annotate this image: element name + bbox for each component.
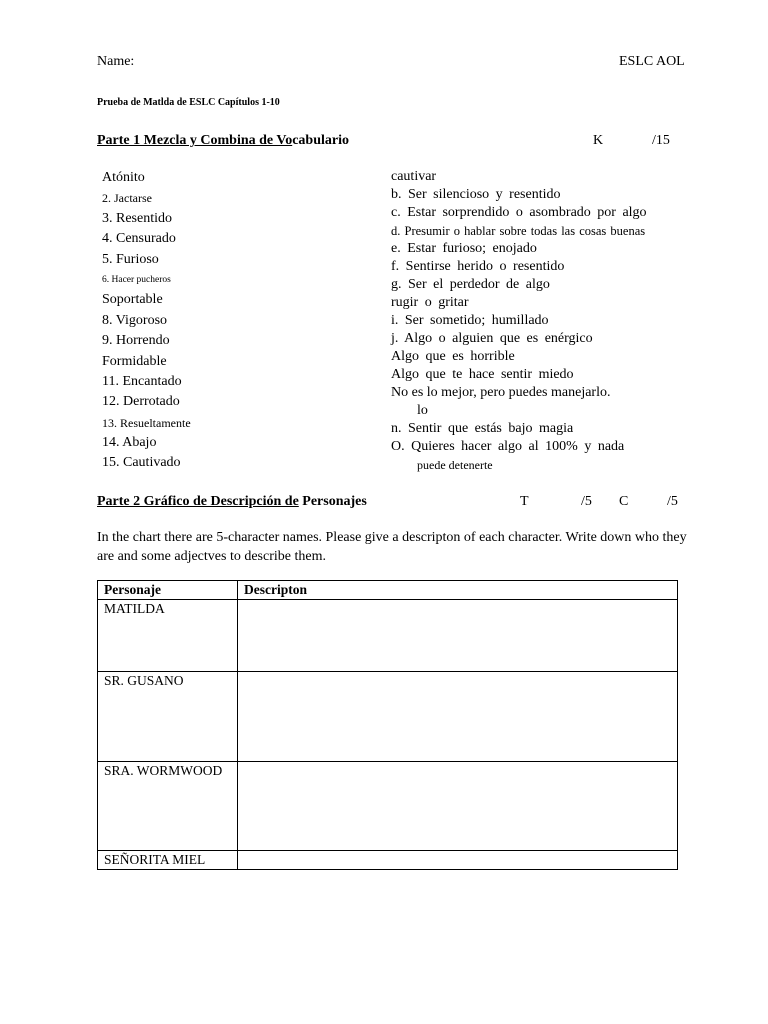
vocab-definition: e. Estar furioso; enojado <box>391 241 537 256</box>
character-description-table <box>97 580 678 870</box>
vocab-word: 11. Encantado <box>102 373 182 389</box>
vocab-word: Atónito <box>102 170 145 185</box>
vocab-definition: f. Sentirse herido o resentido <box>391 259 565 274</box>
table-row <box>98 672 678 762</box>
vocab-word: 8. Vigoroso <box>102 312 168 328</box>
school-code: ESLC AOL <box>619 54 685 69</box>
character-name: MATILDA <box>98 600 238 672</box>
description-cell[interactable] <box>238 600 678 672</box>
character-name: SRA. WORMWOOD <box>98 762 238 851</box>
description-cell[interactable] <box>238 762 678 851</box>
vocab-definition: puede detenerte <box>417 458 493 472</box>
part1-title <box>97 133 349 149</box>
part2-title-rest: Personajes <box>302 494 367 509</box>
vocab-definition: lo <box>417 403 428 418</box>
vocab-word: 12. Derrotado <box>102 394 180 410</box>
vocab-definition: d. Presumir o hablar sobre todas las cosas buenas <box>391 224 646 238</box>
part2-instructions: In the chart there are 5-character names. Please give a descripton of each character. Write down who they are and some adjectves to describe them. <box>97 530 687 564</box>
header-personaje: Personaje <box>98 581 238 600</box>
table-row <box>98 762 678 851</box>
vocab-word: 9. Horrendo <box>102 333 170 349</box>
vocab-definition: Algo que es horrible <box>391 349 515 364</box>
part2-t-label: T <box>520 494 529 509</box>
table-row <box>98 851 678 870</box>
part1-score-letter: K <box>593 133 604 148</box>
part1-title-rest: cabulario <box>292 133 349 148</box>
part2-t-score: /5 <box>581 494 592 509</box>
vocab-definition: g. Ser el perdedor de algo <box>391 277 550 292</box>
part2-title-underlined: Parte 2 Gráfico de Descripción de <box>97 494 299 509</box>
vocab-definition: n. Sentir que estás bajo magia <box>391 421 574 436</box>
vocab-word: 6. Hacer pucheros <box>102 274 171 285</box>
table-header-row <box>98 581 678 600</box>
part2-c-label: C <box>619 494 629 509</box>
part1-title-underlined: Parte 1 Mezcla y Combina de Vo <box>97 133 293 148</box>
quiz-subtitle: Prueba de Matlda de ESLC Capítulos 1-10 <box>97 97 280 108</box>
name-label: Name: <box>97 54 135 69</box>
vocab-word: 4. Censurado <box>102 231 176 247</box>
vocabulary-word-list <box>102 168 362 474</box>
table-row <box>98 600 678 672</box>
vocab-definition: j. Algo o alguien que es enérgico <box>391 331 593 346</box>
vocab-definition: O. Quieres hacer algo al 100% y nada <box>391 439 625 454</box>
header-descripton: Descripton <box>238 581 678 600</box>
description-cell[interactable] <box>238 851 678 870</box>
vocab-definition: i. Ser sometido; humillado <box>391 313 549 328</box>
part1-score-total: /15 <box>652 133 670 148</box>
vocab-word: Formidable <box>102 353 167 369</box>
vocab-word: 15. Cautivado <box>102 455 181 471</box>
vocab-word: 5. Furioso <box>102 251 159 267</box>
vocab-word: 3. Resentido <box>102 210 172 226</box>
character-name: SR. GUSANO <box>98 672 238 762</box>
part2-title <box>97 494 367 510</box>
vocab-word: 14. Abajo <box>102 435 157 451</box>
vocab-definition: b. Ser silencioso y resentido <box>391 187 561 202</box>
description-cell[interactable] <box>238 672 678 762</box>
character-name: SEÑORITA MIEL <box>98 851 238 870</box>
vocab-definition: No es lo mejor, pero puedes manejarlo. <box>391 385 611 400</box>
vocab-definition: cautivar <box>391 169 437 184</box>
vocab-definition: Algo que te hace sentir miedo <box>391 367 574 382</box>
vocab-definition: c. Estar sorprendido o asombrado por algo <box>391 205 647 220</box>
vocab-definition: rugir o gritar <box>391 295 469 310</box>
part2-c-score: /5 <box>667 494 678 509</box>
vocab-word: 2. Jactarse <box>102 191 152 206</box>
vocab-word: Soportable <box>102 292 163 308</box>
vocabulary-definition-list <box>391 168 691 474</box>
vocab-word: 13. Resueltamente <box>102 415 191 430</box>
